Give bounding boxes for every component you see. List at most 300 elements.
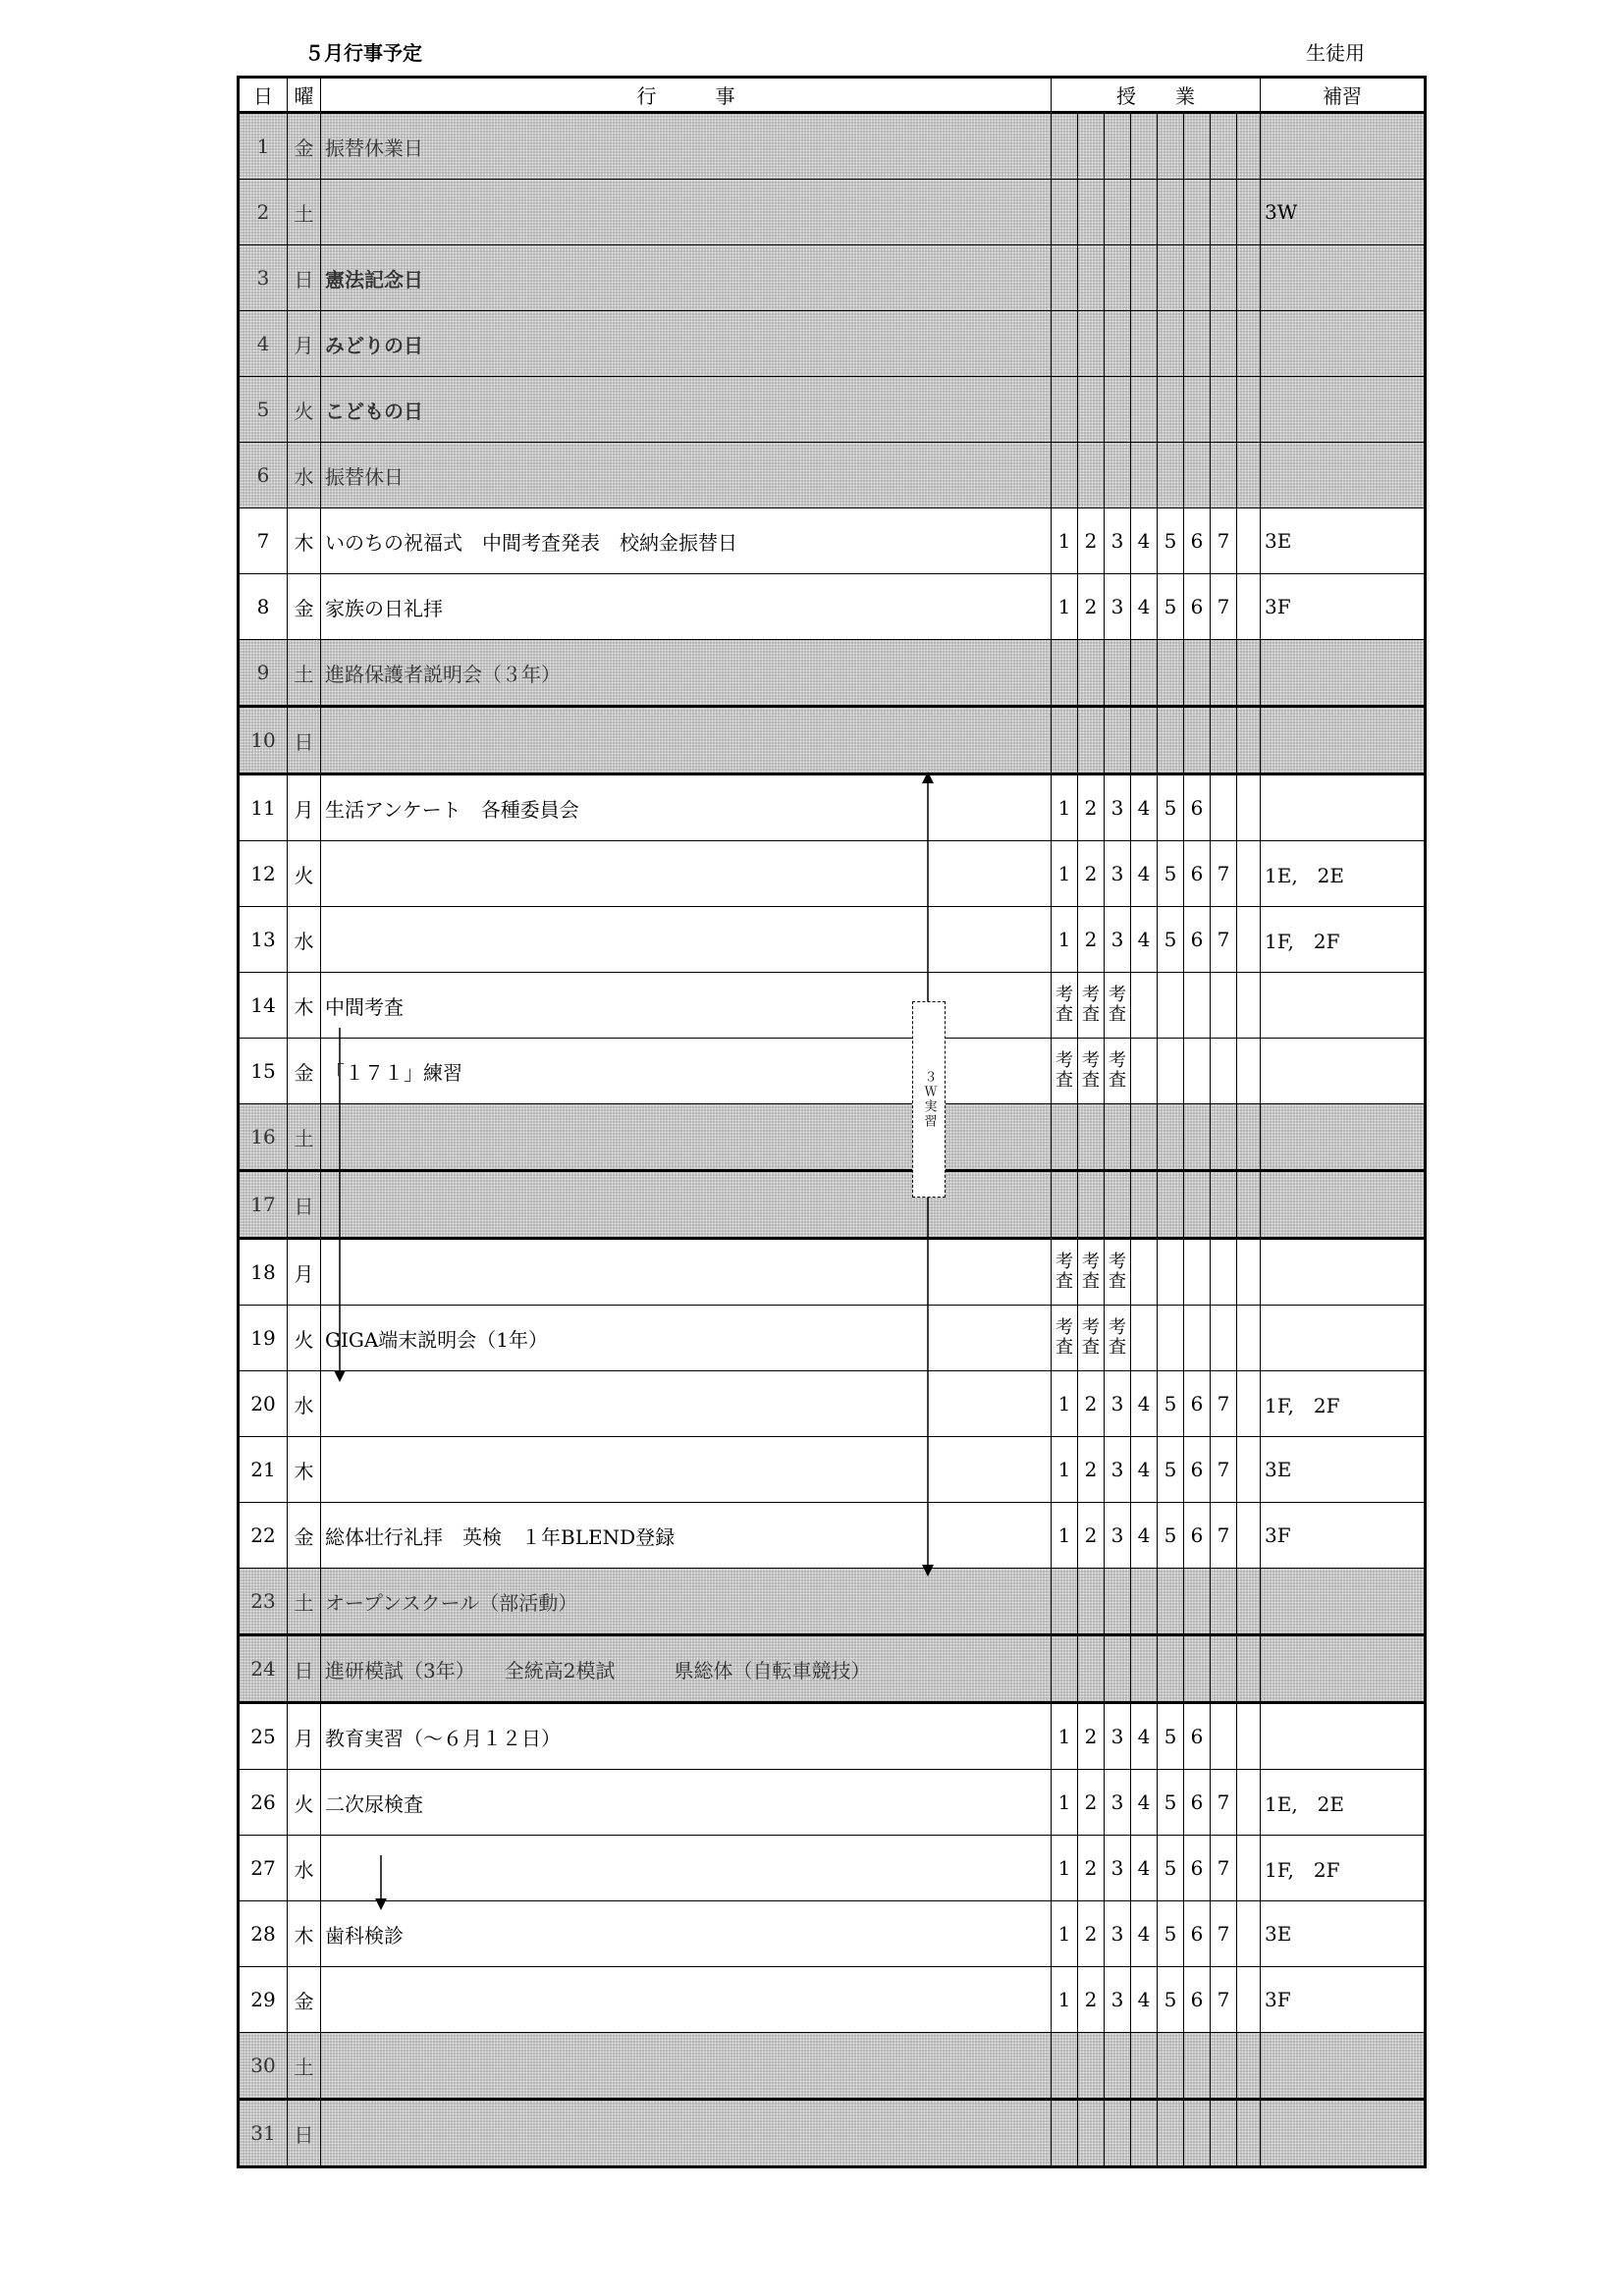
table-row <box>239 443 1426 508</box>
day-cell: 16 <box>239 1104 288 1171</box>
weekday-cell: 日 <box>288 2100 321 2167</box>
weekday-cell: 月 <box>288 1239 321 1306</box>
period-cell: 4 <box>1131 1770 1158 1836</box>
table-row <box>239 1503 1426 1569</box>
period-cell <box>1237 1437 1261 1503</box>
period-cell: 7 <box>1211 841 1237 907</box>
period-cell <box>1078 2100 1105 2167</box>
period-cell <box>1237 1635 1261 1703</box>
day-cell: 14 <box>239 973 288 1039</box>
event-cell: 「１７１」練習 <box>321 1039 1052 1104</box>
table-row <box>239 1569 1426 1635</box>
period-cell <box>1052 377 1078 443</box>
header-row <box>239 78 1426 113</box>
period-cell <box>1211 973 1237 1039</box>
supplementary-cell <box>1261 1239 1426 1306</box>
period-cell <box>1131 1171 1158 1239</box>
event-cell: みどりの日 <box>321 311 1052 377</box>
period-cell <box>1105 2033 1131 2100</box>
table-row <box>239 377 1426 443</box>
supplementary-cell <box>1261 973 1426 1039</box>
supplementary-cell <box>1261 1171 1426 1239</box>
period-cell: 6 <box>1184 1901 1211 1967</box>
weekday-cell: 日 <box>288 245 321 311</box>
weekday-cell: 水 <box>288 907 321 973</box>
day-cell: 18 <box>239 1239 288 1306</box>
period-cell: 考査 <box>1078 1039 1105 1104</box>
supplementary-cell <box>1261 2033 1426 2100</box>
period-cell <box>1211 2100 1237 2167</box>
period-cell: 6 <box>1184 1437 1211 1503</box>
period-cell: 6 <box>1184 1371 1211 1437</box>
period-cell <box>1184 180 1211 245</box>
period-cell <box>1105 1104 1131 1171</box>
supplementary-cell <box>1261 245 1426 311</box>
weekday-cell: 火 <box>288 1770 321 1836</box>
period-cell <box>1078 377 1105 443</box>
period-cell <box>1237 1171 1261 1239</box>
table-row <box>239 1371 1426 1437</box>
weekday-cell: 火 <box>288 841 321 907</box>
period-cell: 2 <box>1078 1836 1105 1901</box>
period-cell <box>1184 113 1211 180</box>
period-cell <box>1158 2100 1184 2167</box>
table-row <box>239 508 1426 574</box>
day-cell: 8 <box>239 574 288 640</box>
supplementary-cell <box>1261 443 1426 508</box>
supplementary-cell <box>1261 774 1426 841</box>
event-cell: 二次尿検査 <box>321 1770 1052 1836</box>
period-cell: 考査 <box>1105 1306 1131 1371</box>
period-cell <box>1237 1371 1261 1437</box>
period-cell: 5 <box>1158 1770 1184 1836</box>
period-cell: 3 <box>1105 1503 1131 1569</box>
period-cell: 7 <box>1211 508 1237 574</box>
period-cell: 7 <box>1211 1836 1237 1901</box>
table-row <box>239 1967 1426 2033</box>
period-cell <box>1052 707 1078 774</box>
period-cell: 考査 <box>1078 1239 1105 1306</box>
schedule-table <box>237 76 1427 2168</box>
period-cell: 1 <box>1052 1703 1078 1770</box>
period-cell <box>1237 841 1261 907</box>
period-cell: 考査 <box>1052 1306 1078 1371</box>
period-cell <box>1052 311 1078 377</box>
weekday-cell: 金 <box>288 574 321 640</box>
period-cell <box>1158 973 1184 1039</box>
period-cell <box>1131 113 1158 180</box>
period-cell: 4 <box>1131 1901 1158 1967</box>
weekday-cell: 土 <box>288 180 321 245</box>
period-cell <box>1184 311 1211 377</box>
period-cell <box>1237 640 1261 707</box>
period-cell <box>1237 1503 1261 1569</box>
period-cell <box>1184 245 1211 311</box>
period-cell <box>1158 1239 1184 1306</box>
period-cell <box>1237 707 1261 774</box>
period-cell <box>1052 1569 1078 1635</box>
period-cell <box>1211 1703 1237 1770</box>
event-cell: 進路保護者説明会（３年） <box>321 640 1052 707</box>
period-cell <box>1131 1039 1158 1104</box>
day-cell: 17 <box>239 1171 288 1239</box>
day-cell: 30 <box>239 2033 288 2100</box>
period-cell <box>1158 245 1184 311</box>
day-cell: 1 <box>239 113 288 180</box>
period-cell <box>1184 707 1211 774</box>
period-cell <box>1105 377 1131 443</box>
supplementary-cell <box>1261 113 1426 180</box>
day-cell: 22 <box>239 1503 288 1569</box>
period-cell <box>1184 1569 1211 1635</box>
period-cell <box>1211 1104 1237 1171</box>
day-cell: 9 <box>239 640 288 707</box>
period-cell: 4 <box>1131 574 1158 640</box>
weekday-cell: 木 <box>288 1901 321 1967</box>
period-cell <box>1158 1104 1184 1171</box>
period-cell <box>1184 377 1211 443</box>
table-row <box>239 1239 1426 1306</box>
period-cell <box>1105 443 1131 508</box>
period-cell: 1 <box>1052 1836 1078 1901</box>
period-cell <box>1158 707 1184 774</box>
event-cell <box>321 1239 1052 1306</box>
period-cell: 3 <box>1105 1901 1131 1967</box>
period-cell: 3 <box>1105 1836 1131 1901</box>
weekday-cell: 日 <box>288 1171 321 1239</box>
period-cell: 2 <box>1078 1371 1105 1437</box>
period-cell <box>1237 1306 1261 1371</box>
period-cell <box>1052 2100 1078 2167</box>
period-cell: 2 <box>1078 1503 1105 1569</box>
event-cell: 家族の日礼拝 <box>321 574 1052 640</box>
event-cell <box>321 841 1052 907</box>
period-cell: 5 <box>1158 574 1184 640</box>
period-cell: 2 <box>1078 907 1105 973</box>
period-cell: 7 <box>1211 1503 1237 1569</box>
period-cell <box>1211 1039 1237 1104</box>
period-cell: 6 <box>1184 1836 1211 1901</box>
period-cell <box>1158 1306 1184 1371</box>
period-cell <box>1237 1039 1261 1104</box>
event-cell <box>321 2033 1052 2100</box>
period-cell <box>1237 113 1261 180</box>
table-row <box>239 841 1426 907</box>
period-cell <box>1158 180 1184 245</box>
period-cell <box>1078 640 1105 707</box>
period-cell: 5 <box>1158 774 1184 841</box>
practice-note-box: ３Ｗ実習 <box>912 1001 946 1198</box>
period-cell <box>1131 1306 1158 1371</box>
period-cell <box>1211 774 1237 841</box>
period-cell <box>1078 113 1105 180</box>
period-cell <box>1158 311 1184 377</box>
supplementary-cell <box>1261 640 1426 707</box>
period-cell <box>1078 443 1105 508</box>
weekday-cell: 水 <box>288 1371 321 1437</box>
period-cell <box>1237 1770 1261 1836</box>
weekday-cell: 木 <box>288 973 321 1039</box>
table-row <box>239 640 1426 707</box>
period-cell: 4 <box>1131 1703 1158 1770</box>
day-cell: 2 <box>239 180 288 245</box>
table-row <box>239 1437 1426 1503</box>
supplementary-cell <box>1261 1104 1426 1171</box>
period-cell <box>1052 1635 1078 1703</box>
event-cell <box>321 907 1052 973</box>
period-cell: 7 <box>1211 1371 1237 1437</box>
period-cell <box>1078 1171 1105 1239</box>
period-cell: 3 <box>1105 841 1131 907</box>
period-cell <box>1078 180 1105 245</box>
audience-label: 生徒用 <box>1306 41 1365 65</box>
supplementary-cell: 1E, 2E <box>1261 841 1426 907</box>
period-cell <box>1211 2033 1237 2100</box>
weekday-cell: 金 <box>288 1967 321 2033</box>
period-cell <box>1184 1104 1211 1171</box>
period-cell: 2 <box>1078 774 1105 841</box>
event-cell: GIGA端末説明会（1年） <box>321 1306 1052 1371</box>
day-cell: 20 <box>239 1371 288 1437</box>
day-cell: 25 <box>239 1703 288 1770</box>
period-cell: 6 <box>1184 574 1211 640</box>
weekday-cell: 木 <box>288 1437 321 1503</box>
period-cell <box>1211 180 1237 245</box>
period-cell <box>1237 1836 1261 1901</box>
period-cell: 5 <box>1158 508 1184 574</box>
header-weekday: 曜 <box>288 78 321 113</box>
table-row <box>239 907 1426 973</box>
period-cell <box>1105 113 1131 180</box>
period-cell <box>1158 377 1184 443</box>
period-cell <box>1131 640 1158 707</box>
period-cell: 6 <box>1184 508 1211 574</box>
table-row <box>239 1171 1426 1239</box>
period-cell: 4 <box>1131 841 1158 907</box>
period-cell: 考査 <box>1052 1039 1078 1104</box>
period-cell: 考査 <box>1052 1239 1078 1306</box>
table-row <box>239 311 1426 377</box>
period-cell: 考査 <box>1078 1306 1105 1371</box>
period-cell <box>1211 443 1237 508</box>
day-cell: 27 <box>239 1836 288 1901</box>
period-cell <box>1052 113 1078 180</box>
weekday-cell: 日 <box>288 1635 321 1703</box>
supplementary-cell: 3F <box>1261 1503 1426 1569</box>
weekday-cell: 金 <box>288 1039 321 1104</box>
period-cell <box>1184 1635 1211 1703</box>
supplementary-cell <box>1261 1306 1426 1371</box>
day-cell: 11 <box>239 774 288 841</box>
table-row <box>239 1039 1426 1104</box>
period-cell: 7 <box>1211 1437 1237 1503</box>
day-cell: 31 <box>239 2100 288 2167</box>
period-cell <box>1211 377 1237 443</box>
period-cell <box>1237 1569 1261 1635</box>
period-cell: 5 <box>1158 1967 1184 2033</box>
period-cell <box>1211 1569 1237 1635</box>
period-cell: 4 <box>1131 1836 1158 1901</box>
period-cell <box>1052 245 1078 311</box>
period-cell: 6 <box>1184 1967 1211 2033</box>
period-cell: 1 <box>1052 1967 1078 2033</box>
period-cell <box>1078 1569 1105 1635</box>
period-cell: 4 <box>1131 1437 1158 1503</box>
table-row <box>239 1104 1426 1171</box>
period-cell: 4 <box>1131 1967 1158 2033</box>
day-cell: 26 <box>239 1770 288 1836</box>
period-cell: 4 <box>1131 774 1158 841</box>
period-cell: 4 <box>1131 1371 1158 1437</box>
period-cell <box>1158 1171 1184 1239</box>
event-cell: 総体壮行礼拝 英検 １年BLEND登録 <box>321 1503 1052 1569</box>
period-cell <box>1184 2033 1211 2100</box>
period-cell: 2 <box>1078 1437 1105 1503</box>
period-cell <box>1052 180 1078 245</box>
period-cell <box>1131 245 1158 311</box>
period-cell: 1 <box>1052 841 1078 907</box>
period-cell <box>1158 1039 1184 1104</box>
supplementary-cell: 3E <box>1261 1901 1426 1967</box>
supplementary-cell <box>1261 707 1426 774</box>
weekday-cell: 月 <box>288 1703 321 1770</box>
supplementary-cell: 3E <box>1261 1437 1426 1503</box>
event-cell <box>321 1437 1052 1503</box>
period-cell <box>1237 574 1261 640</box>
period-cell: 4 <box>1131 1503 1158 1569</box>
event-cell: 生活アンケート 各種委員会 <box>321 774 1052 841</box>
period-cell: 6 <box>1184 1703 1211 1770</box>
table-row <box>239 1836 1426 1901</box>
header-classes: 授 業 <box>1052 78 1261 113</box>
period-cell: 1 <box>1052 1371 1078 1437</box>
weekday-cell: 日 <box>288 707 321 774</box>
period-cell: 考査 <box>1078 973 1105 1039</box>
period-cell <box>1105 1171 1131 1239</box>
table-row <box>239 1306 1426 1371</box>
period-cell <box>1131 311 1158 377</box>
period-cell: 3 <box>1105 774 1131 841</box>
period-cell: 5 <box>1158 1503 1184 1569</box>
supplementary-cell <box>1261 1039 1426 1104</box>
period-cell: 1 <box>1052 508 1078 574</box>
period-cell: 2 <box>1078 1703 1105 1770</box>
weekday-cell: 月 <box>288 774 321 841</box>
header-supplementary: 補習 <box>1261 78 1426 113</box>
period-cell <box>1237 907 1261 973</box>
period-cell: 2 <box>1078 508 1105 574</box>
period-cell <box>1131 1635 1158 1703</box>
period-cell: 1 <box>1052 1770 1078 1836</box>
period-cell: 7 <box>1211 907 1237 973</box>
day-cell: 29 <box>239 1967 288 2033</box>
event-cell <box>321 707 1052 774</box>
supplementary-cell: 3W <box>1261 180 1426 245</box>
period-cell <box>1158 1569 1184 1635</box>
period-cell: 1 <box>1052 907 1078 973</box>
supplementary-cell: 1F, 2F <box>1261 1371 1426 1437</box>
table-row <box>239 1703 1426 1770</box>
period-cell: 2 <box>1078 841 1105 907</box>
day-cell: 6 <box>239 443 288 508</box>
period-cell <box>1211 1635 1237 1703</box>
period-cell: 7 <box>1211 1770 1237 1836</box>
period-cell: 7 <box>1211 1967 1237 2033</box>
table-row <box>239 1635 1426 1703</box>
period-cell <box>1078 2033 1105 2100</box>
event-cell <box>321 1967 1052 2033</box>
period-cell: 5 <box>1158 907 1184 973</box>
header-day: 日 <box>239 78 288 113</box>
table-row <box>239 973 1426 1039</box>
period-cell <box>1131 1104 1158 1171</box>
weekday-cell: 水 <box>288 443 321 508</box>
day-cell: 23 <box>239 1569 288 1635</box>
period-cell <box>1105 180 1131 245</box>
period-cell <box>1052 443 1078 508</box>
period-cell <box>1237 1703 1261 1770</box>
period-cell: 5 <box>1158 1836 1184 1901</box>
period-cell: 3 <box>1105 574 1131 640</box>
day-cell: 15 <box>239 1039 288 1104</box>
weekday-cell: 水 <box>288 1836 321 1901</box>
period-cell: 考査 <box>1052 973 1078 1039</box>
weekday-cell: 金 <box>288 113 321 180</box>
period-cell <box>1237 508 1261 574</box>
table-row <box>239 574 1426 640</box>
supplementary-cell <box>1261 311 1426 377</box>
period-cell: 1 <box>1052 574 1078 640</box>
supplementary-cell: 1F, 2F <box>1261 907 1426 973</box>
weekday-cell: 金 <box>288 1503 321 1569</box>
period-cell <box>1237 1104 1261 1171</box>
period-cell: 7 <box>1211 574 1237 640</box>
day-cell: 28 <box>239 1901 288 1967</box>
period-cell <box>1237 2033 1261 2100</box>
period-cell: 5 <box>1158 1437 1184 1503</box>
period-cell <box>1078 245 1105 311</box>
table-row <box>239 707 1426 774</box>
period-cell <box>1078 1635 1105 1703</box>
table-row <box>239 1901 1426 1967</box>
period-cell <box>1052 1171 1078 1239</box>
period-cell <box>1237 377 1261 443</box>
period-cell: 7 <box>1211 1901 1237 1967</box>
table-row <box>239 2033 1426 2100</box>
table-row <box>239 774 1426 841</box>
event-cell: 振替休日 <box>321 443 1052 508</box>
day-cell: 10 <box>239 707 288 774</box>
period-cell <box>1105 1569 1131 1635</box>
day-cell: 12 <box>239 841 288 907</box>
event-cell <box>321 1836 1052 1901</box>
period-cell: 5 <box>1158 1703 1184 1770</box>
period-cell <box>1131 443 1158 508</box>
event-cell: 進研模試（3年） 全統高2模試 県総体（自転車競技） <box>321 1635 1052 1703</box>
period-cell <box>1237 774 1261 841</box>
period-cell <box>1211 707 1237 774</box>
weekday-cell: 土 <box>288 1104 321 1171</box>
period-cell: 考査 <box>1105 1239 1131 1306</box>
period-cell <box>1158 113 1184 180</box>
period-cell <box>1131 973 1158 1039</box>
supplementary-cell: 3F <box>1261 1967 1426 2033</box>
period-cell: 1 <box>1052 1503 1078 1569</box>
weekday-cell: 木 <box>288 508 321 574</box>
period-cell <box>1211 113 1237 180</box>
period-cell <box>1237 1239 1261 1306</box>
period-cell: 4 <box>1131 508 1158 574</box>
